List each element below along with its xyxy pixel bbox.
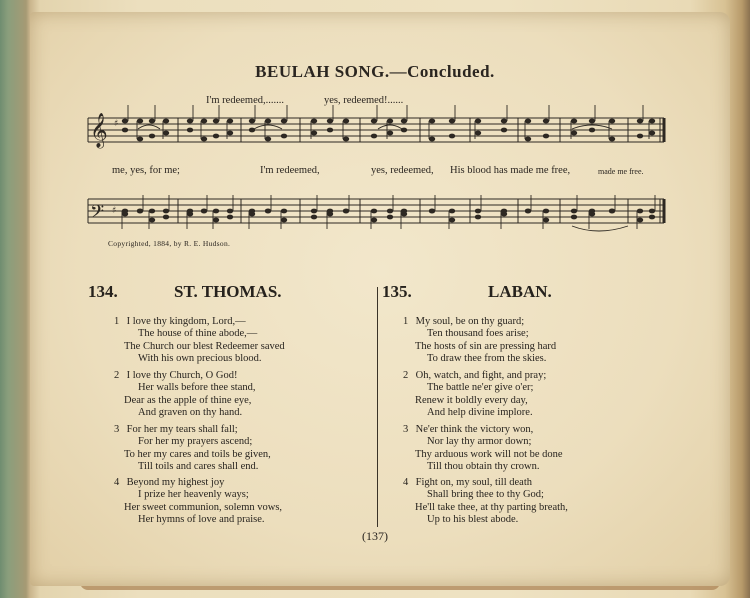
- stanza-number: 1: [403, 316, 409, 327]
- hymn-135-stanza-1: [403, 316, 556, 366]
- bass-clef-icon: 𝄢: [90, 202, 105, 227]
- note-head: [213, 119, 219, 124]
- note-head: [265, 209, 271, 214]
- verse-line: Oh, watch, and fight, and pray;: [415, 370, 547, 381]
- note-head: [649, 131, 655, 136]
- note-head: [571, 215, 577, 220]
- slur: [138, 125, 160, 129]
- note-head: [311, 119, 317, 124]
- page-number: (137): [362, 529, 388, 543]
- note-head: [249, 119, 255, 124]
- note-head: [122, 119, 128, 124]
- verse-line: Renew it boldly every day,: [415, 394, 528, 406]
- lyric-top-2: yes, redeemed!......: [324, 95, 404, 106]
- note-head: [543, 119, 549, 124]
- hymn-135-stanza-2: [403, 370, 546, 420]
- note-head: [201, 137, 207, 142]
- note-head: [149, 218, 155, 223]
- sharp-icon: ♯: [112, 206, 117, 216]
- verse-line: Beyond my highest joy: [126, 477, 225, 488]
- lyric-mid-4: His blood has made me free,: [450, 165, 571, 176]
- note-head: [163, 215, 169, 220]
- note-head: [449, 119, 455, 124]
- note-head: [525, 119, 531, 124]
- note-head: [201, 209, 207, 214]
- note-head: [571, 209, 577, 214]
- note-head: [281, 119, 287, 124]
- stanza-number: 2: [403, 370, 409, 381]
- note-head: [327, 119, 333, 124]
- verse-line: And graven on thy hand.: [138, 407, 243, 419]
- note-head: [371, 218, 377, 223]
- note-head: [311, 215, 317, 220]
- note-head: [387, 209, 393, 214]
- note-head: [249, 128, 255, 133]
- note-head: [543, 134, 549, 139]
- note-head: [249, 212, 255, 217]
- verse-line: The Church our blest Redeemer saved: [124, 340, 285, 352]
- verse-line: And help divine implore.: [427, 407, 533, 419]
- note-head: [571, 119, 577, 124]
- verse-line: Dear as the apple of thine eye,: [124, 394, 252, 406]
- note-head: [649, 215, 655, 220]
- verse-line: Fight on, my soul, till death: [415, 477, 533, 488]
- note-head: [401, 212, 407, 217]
- note-head: [637, 134, 643, 139]
- note-head: [637, 209, 643, 214]
- hymn-134-stanza-3: [114, 424, 271, 474]
- note-head: [163, 209, 169, 214]
- stanza-number: 3: [114, 424, 120, 435]
- note-head: [137, 209, 143, 214]
- note-head: [609, 209, 615, 214]
- stanza-number: 4: [114, 477, 120, 488]
- stanza-number: 4: [403, 477, 409, 488]
- note-head: [429, 137, 435, 142]
- note-head: [429, 119, 435, 124]
- verse-line: My soul, be on thy guard;: [415, 316, 525, 327]
- note-head: [122, 128, 128, 133]
- verse-line: Her sweet communion, solemn vows,: [124, 501, 283, 513]
- lyric-mid-2: I'm redeemed,: [260, 165, 320, 176]
- slur: [572, 226, 628, 231]
- note-head: [281, 134, 287, 139]
- slur: [378, 125, 402, 129]
- verse-line: To draw thee from the skies.: [427, 353, 547, 365]
- lyric-top-1: I'm redeemed,.......: [206, 95, 284, 106]
- slur: [254, 125, 282, 129]
- note-head: [475, 131, 481, 136]
- note-head: [327, 128, 333, 133]
- verse-line: He'll take thee, at thy parting breath,: [415, 501, 568, 513]
- note-head: [265, 137, 271, 142]
- verse-line: With his own precious blood.: [138, 353, 262, 365]
- verse-line: Till thou obtain thy crown.: [427, 461, 540, 473]
- note-head: [371, 134, 377, 139]
- column-divider: [377, 287, 378, 527]
- note-head: [137, 137, 143, 142]
- note-head: [609, 137, 615, 142]
- note-head: [137, 119, 143, 124]
- verse-line: Till toils and cares shall end.: [138, 461, 259, 473]
- note-head: [227, 215, 233, 220]
- verse-line: Her hymns of love and praise.: [138, 514, 265, 526]
- note-head: [429, 209, 435, 214]
- note-head: [637, 119, 643, 124]
- hymn-134-stanza-2: [114, 370, 256, 420]
- note-head: [187, 212, 193, 217]
- verse-line: I love thy kingdom, Lord,—: [126, 316, 246, 327]
- note-head: [163, 131, 169, 136]
- copyright-notice: Copyrighted, 1884, by R. E. Hudson.: [108, 239, 231, 248]
- verse-line: Nor lay thy armor down;: [427, 436, 532, 448]
- note-head: [213, 134, 219, 139]
- note-head: [649, 119, 655, 124]
- note-head: [637, 218, 643, 223]
- verse-line: Thy arduous work will not be done: [415, 448, 563, 460]
- hymn-135-stanza-3: [403, 424, 563, 474]
- note-head: [213, 209, 219, 214]
- note-head: [501, 119, 507, 124]
- note-head: [501, 128, 507, 133]
- note-head: [589, 212, 595, 217]
- note-head: [281, 218, 287, 223]
- note-head: [475, 215, 481, 220]
- verse-line: The house of thine abode,—: [138, 328, 258, 340]
- verse-line: The hosts of sin are pressing hard: [415, 340, 557, 352]
- verse-line: I prize her heavenly ways;: [138, 489, 249, 501]
- note-head: [449, 134, 455, 139]
- note-head: [449, 218, 455, 223]
- note-head: [501, 212, 507, 217]
- note-head: [371, 119, 377, 124]
- note-head: [571, 131, 577, 136]
- verse-line: The battle ne'er give o'er;: [427, 382, 534, 394]
- lyric-mid-1: me, yes, for me;: [112, 165, 180, 176]
- note-head: [163, 119, 169, 124]
- note-head: [609, 119, 615, 124]
- note-head: [343, 137, 349, 142]
- hymn-134-stanza-1: [114, 316, 285, 366]
- note-head: [213, 218, 219, 223]
- verse-line: Up to his blest abode.: [427, 514, 519, 526]
- note-head: [227, 131, 233, 136]
- verse-line: Ne'er think the victory won,: [415, 424, 534, 435]
- lyric-mid-3: yes, redeemed,: [371, 165, 434, 176]
- lyric-mid-small: made me free.: [598, 167, 644, 176]
- stanza-number: 1: [114, 316, 120, 327]
- note-head: [281, 209, 287, 214]
- note-head: [475, 209, 481, 214]
- note-head: [401, 119, 407, 124]
- note-head: [122, 212, 128, 217]
- note-head: [371, 209, 377, 214]
- note-head: [543, 209, 549, 214]
- note-head: [387, 131, 393, 136]
- stanza-number: 3: [403, 424, 409, 435]
- note-head: [475, 119, 481, 124]
- note-head: [387, 119, 393, 124]
- verse-line: Her walls before thee stand,: [138, 382, 256, 394]
- verse-line: To her my cares and toils be given,: [124, 448, 271, 460]
- note-head: [187, 119, 193, 124]
- hymn-134-stanza-4: [114, 477, 282, 527]
- verse-line: I love thy Church, O God!: [126, 370, 238, 381]
- note-head: [201, 119, 207, 124]
- treble-clef-icon: 𝄞: [90, 113, 108, 148]
- note-head: [327, 212, 333, 217]
- sharp-icon: ♯: [114, 119, 119, 129]
- note-head: [449, 209, 455, 214]
- hymn-135-number: 135.: [382, 282, 412, 301]
- note-head: [227, 119, 233, 124]
- stanza-number: 2: [114, 370, 120, 381]
- note-head: [343, 119, 349, 124]
- verse-line: Ten thousand foes arise;: [427, 328, 529, 340]
- note-head: [227, 209, 233, 214]
- note-head: [649, 209, 655, 214]
- hymn-134-number: 134.: [88, 282, 118, 301]
- note-head: [149, 209, 155, 214]
- note-head: [265, 119, 271, 124]
- note-head: [387, 215, 393, 220]
- page-title: BEULAH SONG.—Concluded.: [255, 62, 495, 81]
- hymn-135-stanza-4: [403, 477, 568, 527]
- note-head: [525, 209, 531, 214]
- note-head: [311, 131, 317, 136]
- note-head: [149, 134, 155, 139]
- hymn-134-title: ST. THOMAS.: [174, 282, 282, 301]
- verse-line: For her my prayers ascend;: [138, 436, 253, 448]
- note-head: [187, 128, 193, 133]
- note-head: [311, 209, 317, 214]
- note-head: [543, 218, 549, 223]
- note-head: [589, 128, 595, 133]
- verse-line: For her my tears shall fall;: [126, 424, 238, 435]
- note-head: [525, 137, 531, 142]
- hymn-135-title: LABAN.: [488, 282, 552, 301]
- note-head: [149, 119, 155, 124]
- note-head: [343, 209, 349, 214]
- note-head: [589, 119, 595, 124]
- verse-line: Shall bring thee to thy God;: [427, 489, 544, 501]
